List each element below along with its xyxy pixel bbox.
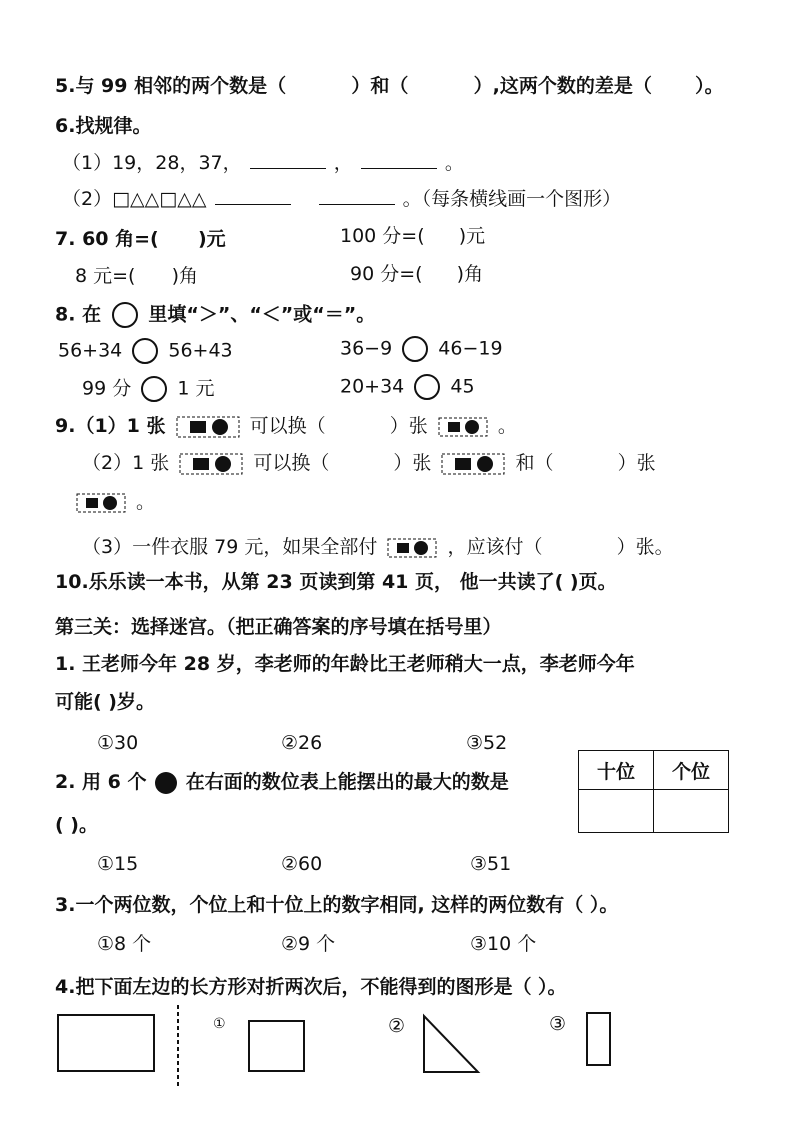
- q6-p1-text: （1）19，28，37，: [62, 152, 242, 174]
- c2-line-2: ( )。: [55, 814, 98, 836]
- c2-a: 2. 用 6 个: [55, 771, 147, 793]
- q9-p1-c: ）张: [389, 415, 428, 437]
- q8-row-1-right: 56+43: [168, 339, 233, 362]
- place-value-header-tens: 十位: [579, 751, 654, 790]
- q8-num: 8.: [55, 303, 76, 326]
- q5-text-b: ）和（: [351, 75, 409, 97]
- q5-text-d: ）。: [695, 75, 724, 97]
- option-2-triangle[interactable]: [420, 1012, 482, 1076]
- q7-c: 8 元=(: [75, 265, 136, 287]
- place-value-table: [578, 750, 729, 833]
- c4-label-2[interactable]: ②: [388, 1015, 406, 1037]
- c2-b: 在右面的数位表上能摆出的最大的数是: [185, 771, 509, 793]
- q6-p1-blank-2[interactable]: [361, 150, 437, 169]
- q7-b: 100 分=(: [340, 225, 425, 247]
- q6-pattern-1: [62, 150, 464, 175]
- c2-option-1[interactable]: ①15: [97, 853, 139, 875]
- compare-circle-3[interactable]: [141, 376, 167, 402]
- q6-p2-blank-1[interactable]: [215, 186, 291, 205]
- dotted-divider: [175, 1005, 181, 1087]
- banknote-icon: [176, 415, 240, 439]
- q8-row-1-left: 56+34: [58, 339, 123, 362]
- c2-line-1: [55, 770, 509, 794]
- section-3-title: 第三关：选择迷宫。（把正确答案的序号填在括号里）: [55, 616, 502, 638]
- c4-label-3[interactable]: ③: [549, 1013, 567, 1035]
- c2-option-2[interactable]: ②60: [281, 853, 323, 875]
- q9-p2-f: 。: [136, 491, 156, 513]
- q8-row-4: [340, 374, 475, 400]
- q9-p2-e: ）张: [617, 452, 656, 474]
- q7-a: 60 角=(: [82, 228, 159, 250]
- q8-title: [55, 302, 375, 328]
- q6-p2-text: （2）□△△□△△: [62, 188, 207, 210]
- q9-part-2: [82, 451, 656, 476]
- q8-row-3: [82, 376, 214, 402]
- q8-row-1: [58, 338, 233, 364]
- q7-d-line: [350, 262, 483, 286]
- q8-row-2-right: 46−19: [438, 337, 503, 360]
- q7-a-unit: )元: [198, 228, 226, 250]
- c3-line-1: 3.一个两位数，个位上和十位上的数字相同, 这样的两位数有（ ）。: [55, 894, 619, 916]
- c4-line-1: 4.把下面左边的长方形对折两次后，不能得到的图形是（ ）。: [55, 976, 567, 998]
- c1-option-1[interactable]: ①30: [97, 732, 139, 754]
- q7-c-line: [75, 264, 198, 288]
- circle-icon: [112, 302, 138, 328]
- c2-option-3[interactable]: ③51: [470, 853, 512, 875]
- original-rectangle: [55, 1012, 160, 1074]
- c4-label-1[interactable]: ①: [213, 1016, 226, 1032]
- c1-option-2[interactable]: ②26: [281, 732, 323, 754]
- c1-line-2: 可能( )岁。: [55, 691, 155, 713]
- q6-p2-blank-2[interactable]: [319, 186, 395, 205]
- compare-circle-2[interactable]: [402, 336, 428, 362]
- q6-pattern-2: [62, 186, 621, 211]
- q9-p1-a: 9.（1）1 张: [55, 415, 166, 437]
- q6-p1-end: 。: [444, 152, 464, 174]
- compare-circle-4[interactable]: [414, 374, 440, 400]
- q8-row-2-left: 36−9: [340, 337, 393, 360]
- q9-p2-d: 和（: [515, 452, 554, 474]
- filled-circle-icon: [155, 772, 177, 794]
- q9-p2-c: ）张: [393, 452, 432, 474]
- place-value-cell-ones[interactable]: [654, 790, 729, 833]
- q8-row-4-right: 45: [450, 375, 475, 398]
- q9-p2-a: （2）1 张: [82, 452, 170, 474]
- q7-line-1: [55, 227, 226, 251]
- q7-c-unit: )角: [171, 265, 198, 287]
- q7-d: 90 分=(: [350, 263, 423, 285]
- q7-num: 7.: [55, 228, 76, 250]
- compare-circle-1[interactable]: [132, 338, 158, 364]
- q8-t1: 在: [82, 303, 102, 326]
- c3-option-3[interactable]: ③10 个: [470, 933, 537, 955]
- place-value-cell-tens[interactable]: [579, 790, 654, 833]
- c3-option-1[interactable]: ①8 个: [97, 933, 152, 955]
- q6-p1-comma: ，: [333, 152, 353, 174]
- banknote-icon: [76, 492, 126, 514]
- q6-p2-end: 。（每条横线画一个图形）: [402, 188, 622, 210]
- q9-p1-b: 可以换（: [249, 415, 326, 437]
- q9-part-2-cont: [72, 490, 155, 514]
- q9-p3-c: ）张。: [616, 536, 674, 558]
- c1-line-1: 1. 王老师今年 28 岁，李老师的年龄比王老师稍大一点，李老师今年: [55, 653, 635, 675]
- q6-title: 6.找规律。: [55, 115, 152, 137]
- q7-b-unit: )元: [458, 225, 486, 247]
- banknote-icon: [387, 537, 437, 559]
- place-value-header-ones: 个位: [654, 751, 729, 790]
- q7-d-unit: )角: [456, 263, 484, 285]
- q8-row-4-left: 20+34: [340, 375, 405, 398]
- q9-p3-a: （3）一件衣服 79 元，如果全部付: [82, 536, 378, 558]
- option-3-rectangle[interactable]: [584, 1010, 614, 1068]
- c1-option-3[interactable]: ③52: [466, 732, 508, 754]
- banknote-icon: [438, 416, 488, 438]
- c3-option-2[interactable]: ②9 个: [281, 933, 336, 955]
- q5-text-a: 5.与 99 相邻的两个数是（: [55, 75, 287, 97]
- q10-line: 10.乐乐读一本书，从第 23 页读到第 41 页， 他一共读了( )页。: [55, 571, 617, 593]
- q9-part-3: [82, 535, 674, 559]
- q8-t2: 里填“＞”、“＜”或“＝”。: [148, 303, 376, 326]
- q9-p3-b: ，应该付（: [447, 536, 543, 558]
- q8-row-3-left: 99 分: [82, 377, 132, 400]
- q9-part-1: [55, 414, 517, 439]
- q9-p2-b: 可以换（: [253, 452, 330, 474]
- q8-row-2: [340, 336, 503, 362]
- q5-line: [55, 74, 724, 98]
- q9-p1-d: 。: [497, 415, 517, 437]
- q6-p1-blank-1[interactable]: [250, 150, 326, 169]
- q7-b-line: [340, 224, 485, 248]
- banknote-icon: [441, 452, 505, 476]
- q8-row-3-right: 1 元: [177, 377, 215, 400]
- option-1-square[interactable]: [246, 1018, 308, 1074]
- q5-text-c: ）,这两个数的差是（: [473, 75, 652, 97]
- banknote-icon: [179, 452, 243, 476]
